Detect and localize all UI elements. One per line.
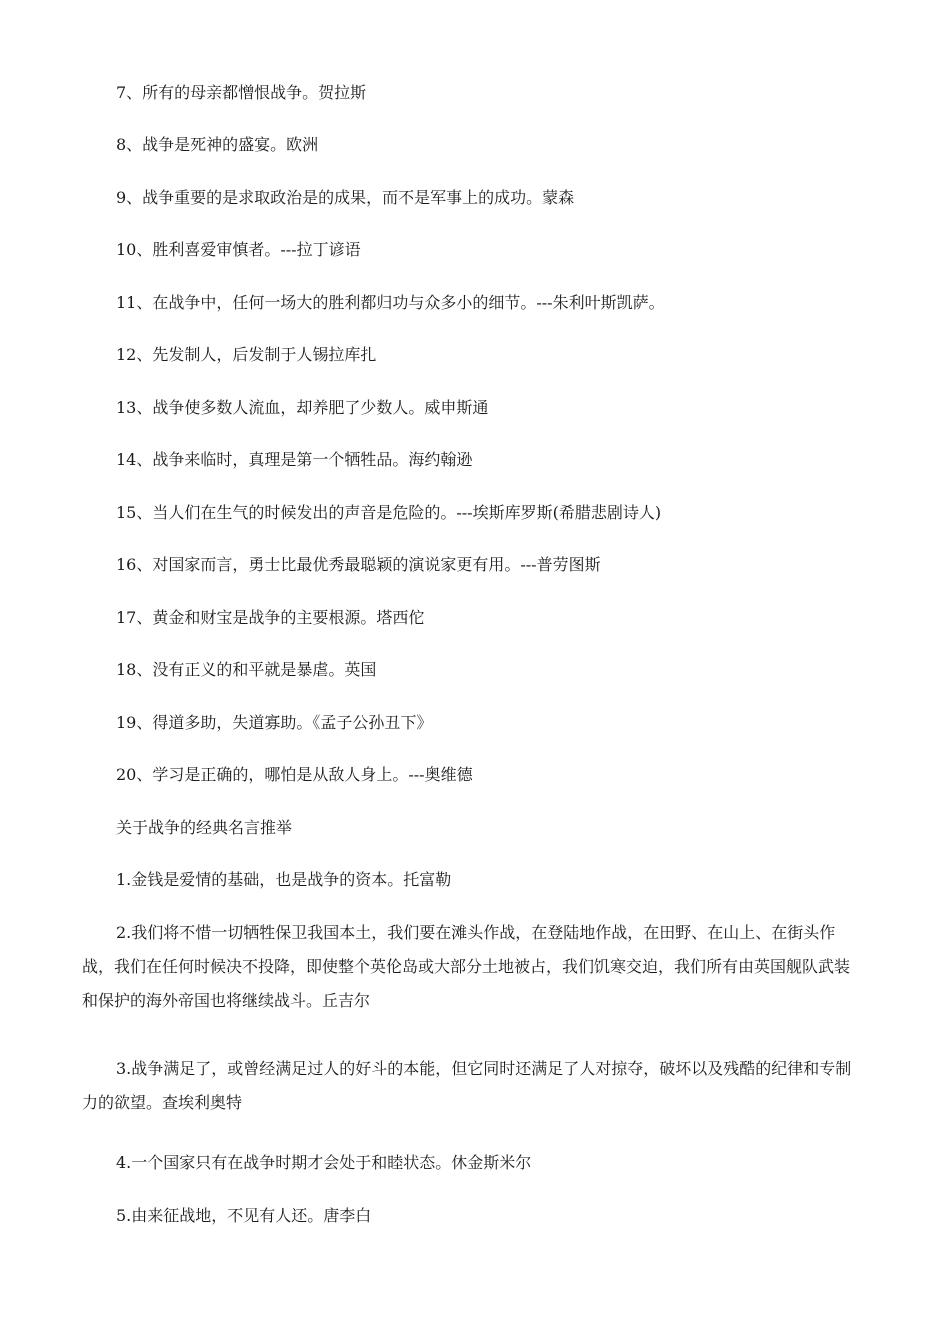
quote-line-13: 13、战争使多数人流血，却养肥了少数人。威申斯通: [116, 398, 489, 417]
section-heading: 关于战争的经典名言推举: [116, 818, 293, 837]
quote-line-8: 8、战争是死神的盛宴。欧洲: [116, 135, 319, 154]
quote-line-16: 16、对国家而言，勇士比最优秀最聪颖的演说家更有用。---普劳图斯: [116, 555, 601, 574]
quote-line-14: 14、战争来临时，真理是第一个牺牲品。海约翰逊: [116, 450, 473, 469]
quote-line-17: 17、黄金和财宝是战争的主要根源。塔西佗: [116, 608, 425, 627]
quote-line-10: 10、胜利喜爱审慎者。---拉丁谚语: [116, 240, 361, 259]
quote-line-19: 19、得道多助，失道寡助。《孟子公孙丑下》: [116, 713, 433, 732]
quote-line-20: 20、学习是正确的，哪怕是从敌人身上。---奥维德: [116, 765, 473, 784]
quote-line-11: 11、在战争中，任何一场大的胜利都归功与众多小的细节。---朱利叶斯凯萨。: [116, 293, 665, 312]
quote-item-2: 2.我们将不惜一切牺牲保卫我国本土，我们要在滩头作战，在登陆地作战，在田野、在山上、在街头作战，我们在任何时候决不投降，即使整个英伦岛或大部分土地被占，我们饥寒交迫，我们所有由英国舰队武装和保护的海外帝国也将继续战斗。丘吉尔: [82, 923, 851, 1010]
quote-item-1: 1.金钱是爱情的基础，也是战争的资本。托富勒: [116, 870, 452, 889]
quote-item-4: 4.一个国家只有在战争时期才会处于和睦状态。休金斯米尔: [116, 1153, 532, 1172]
quote-line-12: 12、先发制人，后发制于人锡拉库扎: [116, 345, 377, 364]
quote-line-18: 18、没有正义的和平就是暴虐。英国: [116, 660, 377, 679]
quote-line-15: 15、当人们在生气的时候发出的声音是危险的。---埃斯库罗斯(希腊悲剧诗人): [116, 503, 662, 522]
quote-item-3: 3.战争满足了，或曾经满足过人的好斗的本能，但它同时还满足了人对掠夺，破坏以及残酷的纪律和专制力的欲望。查埃利奥特: [82, 1059, 852, 1112]
quote-line-7: 7、所有的母亲都憎恨战争。贺拉斯: [116, 83, 367, 102]
quote-item-5: 5.由来征战地，不见有人还。唐李白: [116, 1206, 372, 1225]
quote-line-9: 9、战争重要的是求取政治是的成果，而不是军事上的成功。蒙森: [116, 188, 575, 207]
